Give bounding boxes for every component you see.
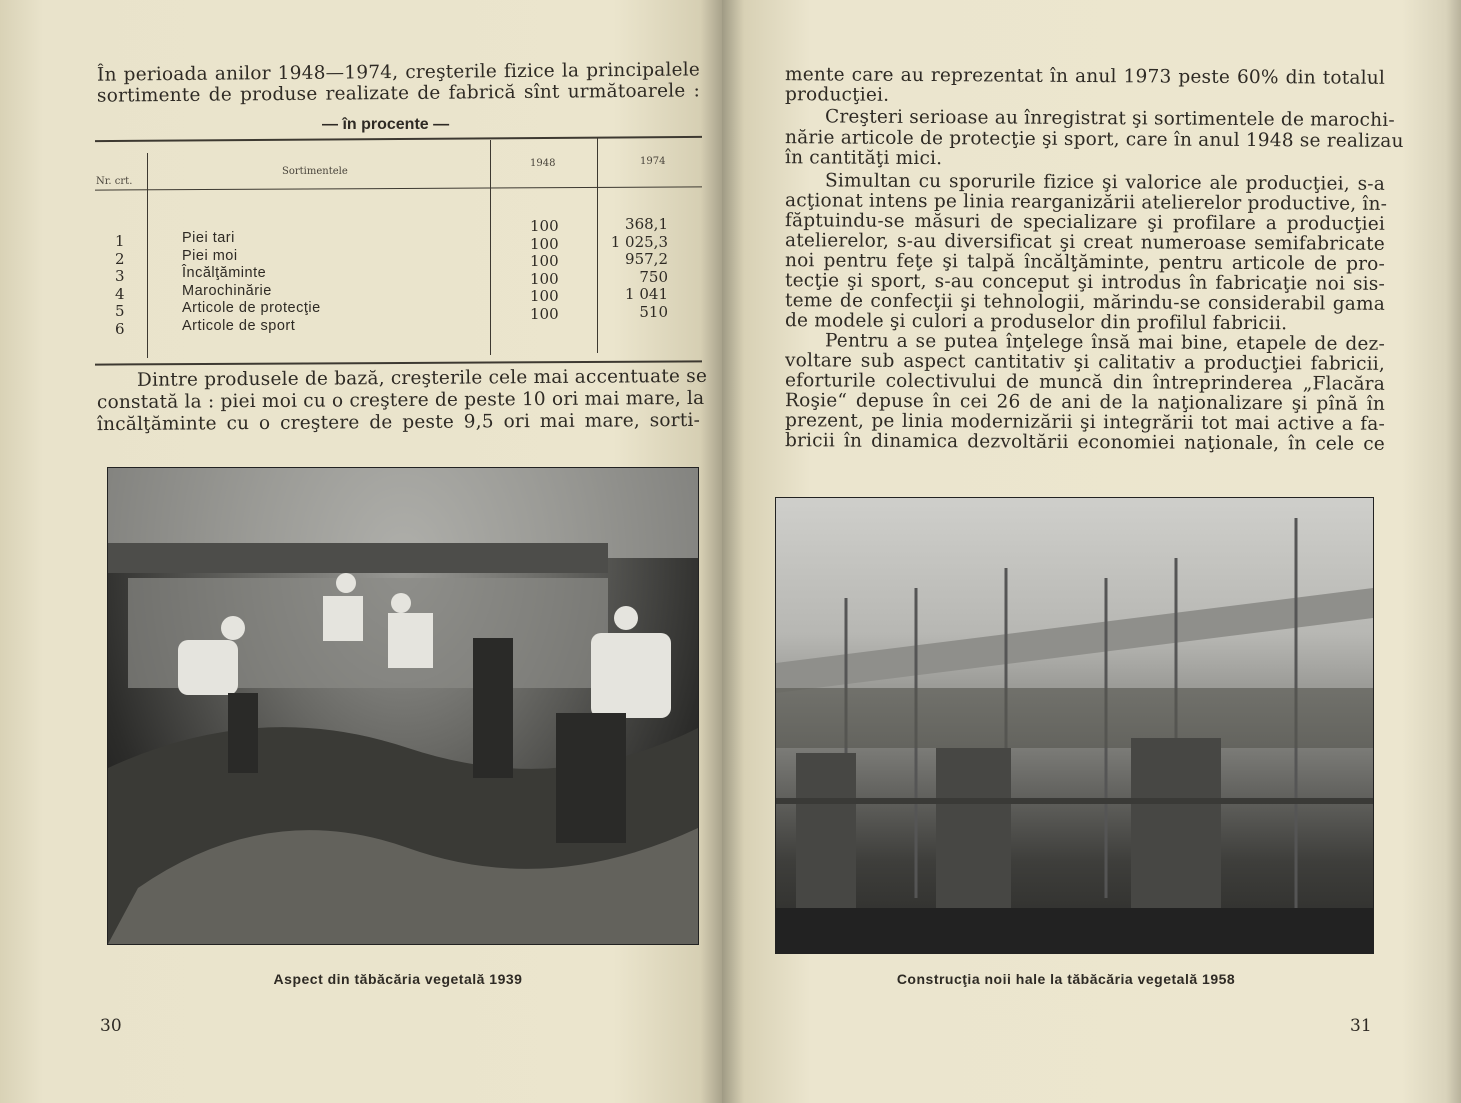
- nr-column: [115, 233, 125, 338]
- body-line: făptuindu-se măsuri de specializare şi profilare a producţiei: [784, 210, 1386, 235]
- body-line: Roşie“ depuse în cei 26 de ani de la naţionalizare şi pînă în: [784, 390, 1386, 415]
- row-1974: 957,2: [625, 250, 668, 268]
- para-line: încălţăminte cu o creştere de peste 9,5 ori mai mare, sorti-: [96, 409, 701, 436]
- row-1974: 1 041: [625, 285, 668, 303]
- tannery-scene-illustration: [108, 468, 698, 944]
- row-nr: 3: [115, 267, 125, 285]
- body-line: Pentru a se putea înţelege însă mai bine, etapele de dez-: [824, 330, 1386, 355]
- intro-line: În perioada anilor 1948—1974, creşterile fizice la principalele: [96, 59, 701, 86]
- row-1974: 750: [639, 267, 668, 286]
- body-line: bricii în dinamica dezvoltării economiei naţionale, în cele ce: [784, 430, 1386, 455]
- body-line: mente care au reprezentat în anul 1973 peste 60% din totalul: [784, 64, 1386, 89]
- row-name: Piei tari: [182, 230, 235, 246]
- body-line: noi pentru feţe şi talpă încălţăminte, pentru articole de pro-: [784, 250, 1386, 275]
- row-1974: 510: [639, 302, 668, 321]
- row-name: Încălţăminte: [182, 265, 267, 281]
- table-column-divider: [597, 138, 598, 353]
- row-nr: 5: [115, 302, 125, 320]
- body-line: prezent, pe linia modernizării şi integrării tot mai active a fa-: [784, 410, 1386, 435]
- table-column-divider: [147, 153, 148, 358]
- row-1948: 100: [530, 234, 559, 253]
- row-1948: 100: [530, 217, 559, 235]
- row-nr: 1: [115, 232, 125, 250]
- name-column: [182, 230, 321, 335]
- tannery-1939-photo: [107, 467, 699, 945]
- table-column-divider: [490, 140, 491, 355]
- row-name: Piei moi: [182, 247, 238, 264]
- body-line: teme de confecţii şi tehnologii, mărindu-se considerabil gama: [784, 290, 1386, 315]
- construction-1958-photo: [775, 497, 1374, 954]
- right-page: [722, 0, 1461, 1103]
- construction-scene-illustration: [776, 498, 1373, 953]
- 1974-column: [600, 216, 668, 321]
- body-line: tecţie şi sport, s-au conceput şi introdus în fabricaţie noi sis-: [784, 270, 1386, 295]
- table-header-rule: [95, 186, 702, 190]
- body-line: acţionat intens pe linia rearganizării atelierelor productive, în-: [784, 190, 1388, 215]
- para-line: Dintre produsele de bază, creşterile cele mai accentuate se: [136, 365, 708, 391]
- 1948-column: [530, 218, 559, 323]
- row-nr: 2: [115, 249, 125, 268]
- header-sortimentele: Sortimentele: [282, 166, 348, 177]
- row-1974: 1 025,3: [610, 232, 668, 251]
- body-line: producţiei.: [784, 84, 890, 106]
- row-1948: 100: [530, 269, 559, 288]
- para-line: constată la : piei moi cu o creştere de peste 10 ori mai mare, la: [96, 387, 705, 414]
- right-photo-caption: Construcţia noii hale la tăbăcăria vegetală 1958: [896, 971, 1236, 987]
- header-nr: Nr. crt.: [96, 176, 133, 187]
- row-name: Articole de sport: [182, 317, 296, 334]
- page-number: 30: [100, 1016, 122, 1036]
- body-line: de modele şi culori a produselor din profilul fabricii.: [784, 310, 1288, 335]
- table-top-rule: [95, 136, 702, 142]
- row-1948: 100: [530, 287, 559, 305]
- table-unit: — în procente —: [322, 116, 450, 133]
- table-bottom-rule: [95, 360, 702, 365]
- body-line: eforturile colectivului de muncă din întreprinderea „Flacăra: [784, 370, 1386, 395]
- body-line: Simultan cu sporurile fizice şi valorice ale producţiei, s-a: [824, 170, 1386, 195]
- row-1948: 100: [530, 304, 559, 323]
- row-nr: 6: [115, 319, 125, 338]
- left-page: [0, 0, 722, 1103]
- left-photo-caption: Aspect din tăbăcăria vegetală 1939: [273, 971, 523, 987]
- body-line: nărie articole de protecţie şi sport, care în anul 1948 se realizau: [784, 127, 1404, 152]
- body-line: atelierelor, s-au diversificat şi creat numeroase semifabricate: [784, 230, 1386, 255]
- row-1948: 100: [530, 252, 559, 270]
- header-1948: 1948: [530, 158, 556, 169]
- header-1974: 1974: [640, 156, 666, 167]
- body-line: în cantităţi mici.: [784, 147, 943, 170]
- row-nr: 4: [115, 284, 125, 303]
- intro-line: sortimente de produse realizate de fabrică sînt următoarele :: [96, 80, 701, 107]
- row-name: Articole de protecţie: [182, 300, 321, 316]
- body-line: Creşteri serioase au înregistrat şi sortimentele de marochi-: [824, 106, 1395, 131]
- page-number: 31: [1350, 1016, 1372, 1036]
- row-1974: 368,1: [625, 215, 668, 233]
- row-name: Marochinărie: [182, 282, 272, 299]
- body-line: voltare sub aspect cantitativ şi calitativ a producţiei fabricii,: [784, 350, 1386, 375]
